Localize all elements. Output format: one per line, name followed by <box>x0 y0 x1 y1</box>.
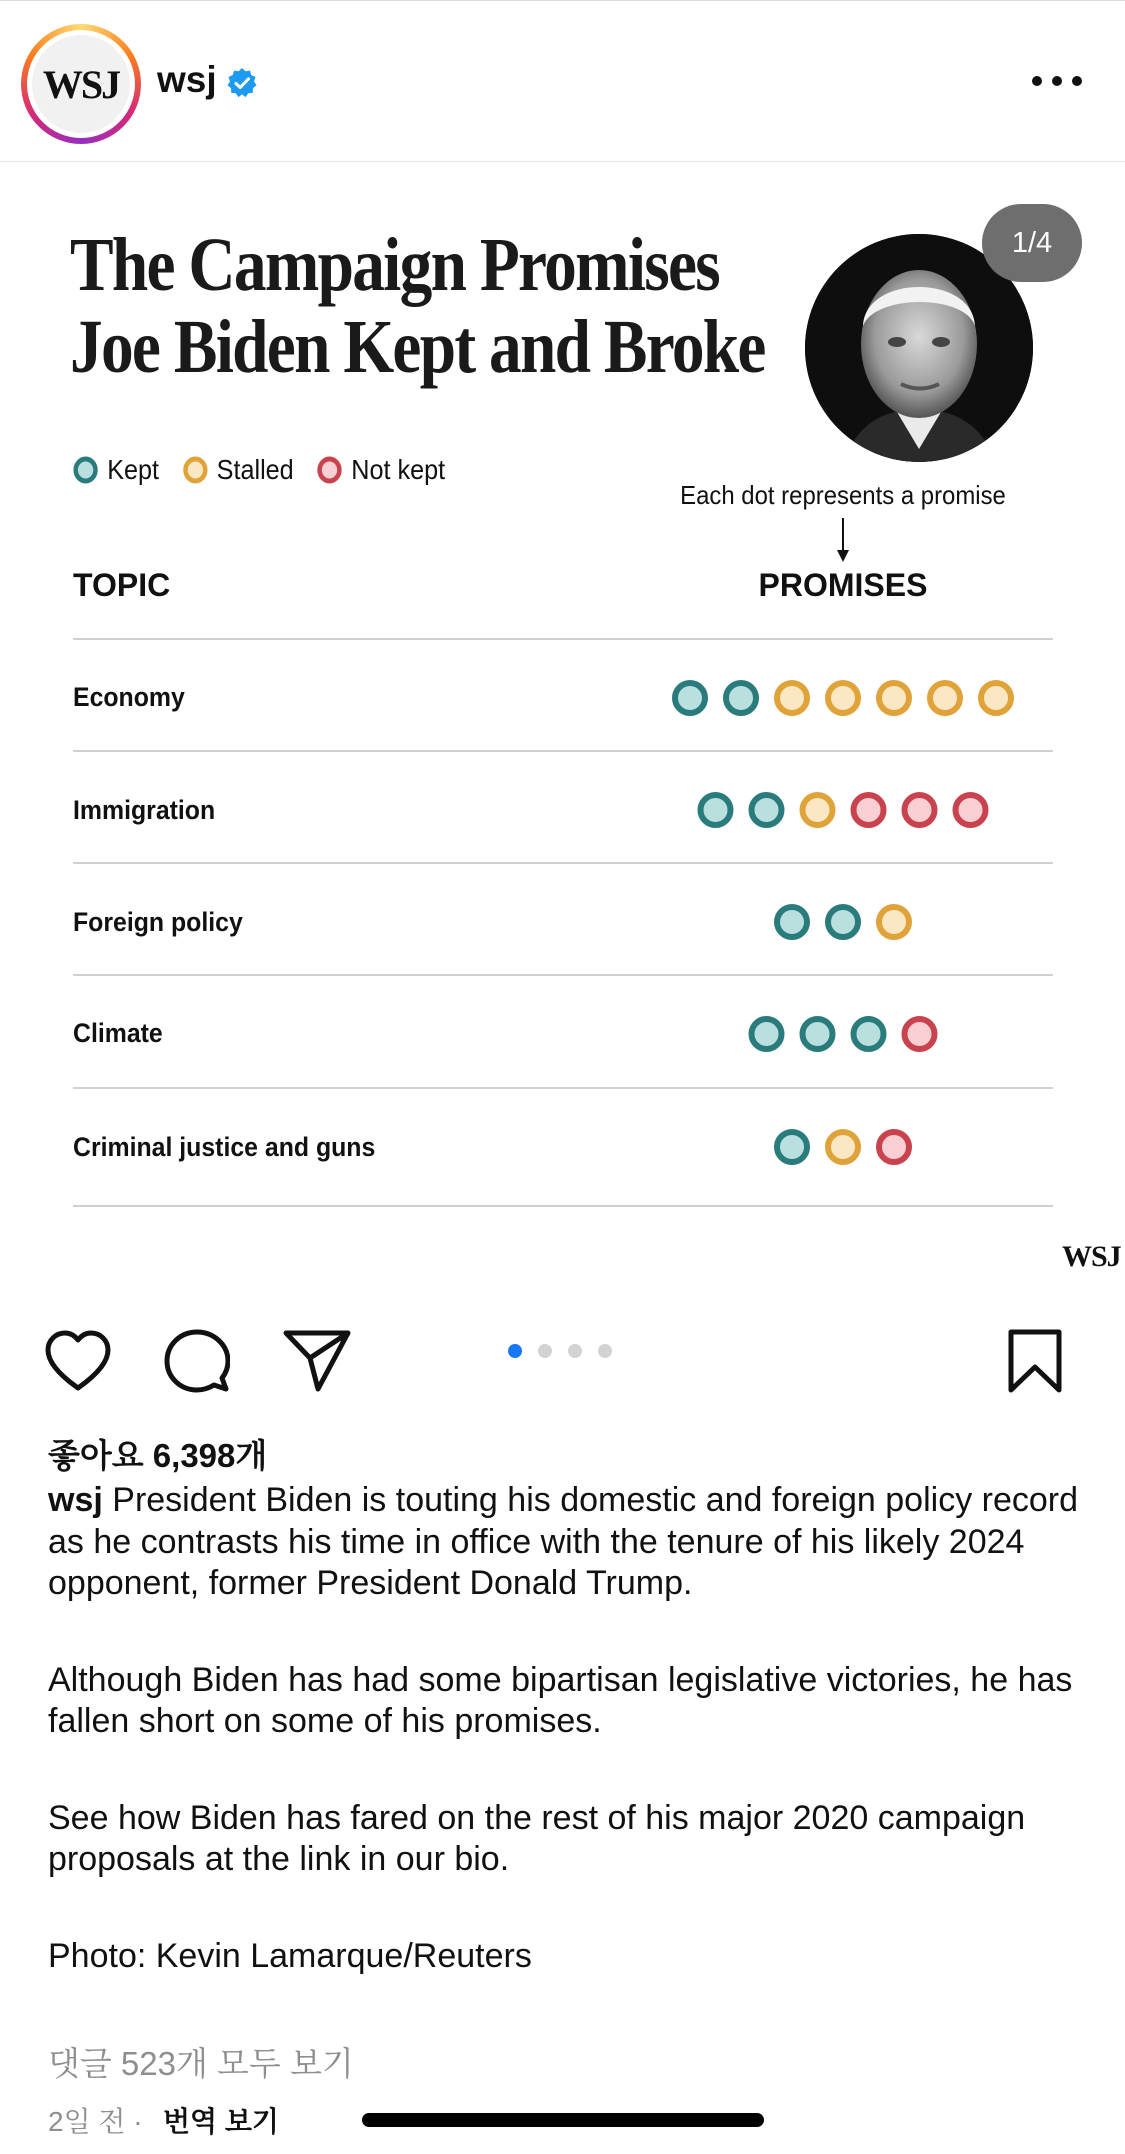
promise-dot-kept <box>777 1132 807 1162</box>
promise-dots-immigration <box>658 788 1028 832</box>
carousel-dot <box>568 1344 582 1358</box>
action-bar <box>0 1310 1125 1410</box>
promise-dot-kept <box>752 795 782 825</box>
heart-icon[interactable] <box>44 1330 112 1392</box>
promise-dot-notkept <box>956 795 986 825</box>
promise-dots-criminal-justice <box>658 1125 1028 1169</box>
story-avatar-ring[interactable] <box>21 24 141 144</box>
home-indicator[interactable] <box>362 2113 764 2127</box>
promise-dots-foreign-policy <box>658 900 1028 944</box>
stalled-dot-icon <box>182 456 207 484</box>
promise-dot-stalled <box>777 683 807 713</box>
legend-label: Kept <box>107 454 160 485</box>
divider <box>73 1087 1053 1089</box>
topic-label: Climate <box>73 1018 163 1048</box>
send-icon[interactable] <box>282 1328 352 1394</box>
dot-note: Each dot represents a promise <box>680 480 1006 510</box>
legend-label: Stalled <box>216 454 294 485</box>
promise-dot-kept <box>675 683 705 713</box>
verified-badge-icon <box>226 67 258 99</box>
topic-label: Immigration <box>73 795 216 825</box>
down-arrow-icon <box>833 518 853 564</box>
see-translation-link[interactable]: 번역 보기 <box>163 2106 279 2137</box>
likes-count[interactable]: 좋아요 6,398개 <box>48 1437 268 1474</box>
slide-counter: 1/4 <box>982 204 1082 282</box>
caption-paragraph-1 <box>48 1480 1088 1605</box>
promise-dot-notkept <box>854 795 884 825</box>
avatar-logo: WSJ <box>32 35 130 133</box>
carousel-dot <box>598 1344 612 1358</box>
caption-paragraph-3: See how Biden has fared on the rest of his major 2020 campaign proposals at the link in our bio. <box>48 1798 1026 1878</box>
promise-dot-kept <box>701 795 731 825</box>
post-image[interactable] <box>0 162 1125 1310</box>
promise-dot-kept <box>803 1019 833 1049</box>
column-header-promises: PROMISES <box>758 567 928 603</box>
graphic-title-line2: Joe Biden Kept and Broke <box>70 305 765 389</box>
graphic-title-line1: The Campaign Promises <box>70 223 719 307</box>
more-options-icon[interactable] <box>1032 69 1082 93</box>
divider <box>73 862 1053 864</box>
topic-label: Foreign policy <box>73 907 243 937</box>
promise-dot-kept <box>726 683 756 713</box>
graphic-title <box>70 224 765 388</box>
promise-dot-stalled <box>981 683 1011 713</box>
promise-dot-kept <box>777 907 807 937</box>
promise-dots-economy <box>658 676 1028 720</box>
topic-label: Criminal justice and guns <box>73 1132 376 1162</box>
username[interactable]: wsj <box>157 59 217 100</box>
kept-dot-icon <box>73 456 98 484</box>
view-all-comments-link[interactable]: 댓글 523개 모두 보기 <box>48 2045 354 2082</box>
bookmark-icon[interactable] <box>1006 1328 1064 1394</box>
promise-dot-stalled <box>828 1132 858 1162</box>
divider <box>73 974 1053 976</box>
promise-dots-climate <box>658 1012 1028 1056</box>
promise-dot-kept <box>828 907 858 937</box>
post-timestamp: 2일 전 · <box>48 2106 143 2137</box>
caption <box>48 1480 1088 1977</box>
promise-dot-notkept <box>905 1019 935 1049</box>
promise-dot-notkept <box>905 795 935 825</box>
promise-dot-kept <box>854 1019 884 1049</box>
divider <box>73 750 1053 752</box>
divider <box>73 1205 1053 1207</box>
caption-username[interactable]: wsj <box>48 1481 103 1519</box>
divider <box>73 638 1053 640</box>
post-header <box>0 0 1125 162</box>
legend-item-stalled <box>182 454 293 486</box>
topic-label: Economy <box>73 682 185 712</box>
wsj-brand-mark: WSJ <box>1062 1240 1121 1273</box>
column-header-topic: TOPIC <box>73 567 171 603</box>
caption-text: President Biden is touting his domestic and foreign policy record as he contrasts his time in office with the tenure of his likely 2024 opponent, former President Donald Trump. <box>48 1481 1079 1602</box>
legend-item-not-kept <box>317 454 445 486</box>
promise-dot-stalled <box>879 907 909 937</box>
promise-dot-notkept <box>879 1132 909 1162</box>
not-kept-dot-icon <box>317 456 342 484</box>
promise-dot-stalled <box>803 795 833 825</box>
legend-item-kept <box>73 454 159 486</box>
carousel-dot-active <box>508 1344 522 1358</box>
avatar[interactable] <box>27 30 135 138</box>
promise-dot-stalled <box>828 683 858 713</box>
promise-dot-kept <box>752 1019 782 1049</box>
legend <box>73 454 469 486</box>
caption-photo-credit: Photo: Kevin Lamarque/Reuters <box>48 1936 532 1975</box>
promise-dot-stalled <box>879 683 909 713</box>
carousel-dot <box>538 1344 552 1358</box>
legend-label: Not kept <box>351 454 446 485</box>
caption-paragraph-2: Although Biden has had some bipartisan legislative victories, he has fallen short on some of his promises. <box>48 1660 1073 1740</box>
comment-icon[interactable] <box>164 1328 230 1394</box>
carousel-indicator <box>508 1344 628 1358</box>
promise-dot-stalled <box>930 683 960 713</box>
